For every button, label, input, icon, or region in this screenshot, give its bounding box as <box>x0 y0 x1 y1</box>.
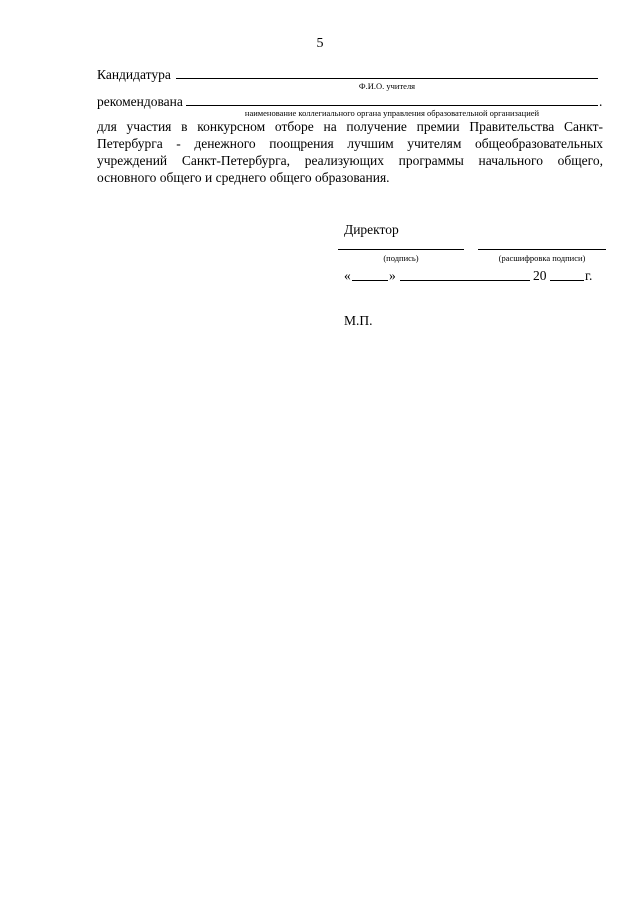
date-close-quote: » <box>389 268 396 283</box>
body-paragraph: для участия в конкурсном отборе на получение премии Правительства Санкт-Петербурга - денежного поощрения лучшим учителям общеобразовательных учреждений Санкт-Петербурга, реализующих программы начального общего, основного общего и среднего общего образования. <box>97 119 603 185</box>
signature-line[interactable] <box>338 249 464 250</box>
candidacy-fill-line[interactable] <box>176 78 598 79</box>
recommended-end-mark: . <box>599 94 603 109</box>
page-number: 5 <box>316 36 324 51</box>
date-day-field[interactable] <box>352 280 388 281</box>
signature-decoding-caption: (расшифровка подписи) <box>498 253 586 263</box>
date-year-suffix: г. <box>585 268 593 283</box>
date-year-prefix: 20 <box>533 268 547 283</box>
date-month-field[interactable] <box>400 280 530 281</box>
candidacy-label: Кандидатура <box>97 67 171 82</box>
date-open-quote: « <box>344 268 351 283</box>
seal-mark: М.П. <box>344 313 373 328</box>
signature-decoding-line[interactable] <box>478 249 606 250</box>
director-title: Директор <box>344 222 399 237</box>
candidacy-caption: Ф.И.О. учителя <box>358 81 416 91</box>
signature-caption: (подпись) <box>383 253 419 263</box>
date-year-field[interactable] <box>550 280 584 281</box>
recommended-label: рекомендована <box>97 94 183 109</box>
recommended-fill-line[interactable] <box>186 105 598 106</box>
recommended-caption: наименование коллегиального органа управления образовательной организацией <box>244 108 540 118</box>
